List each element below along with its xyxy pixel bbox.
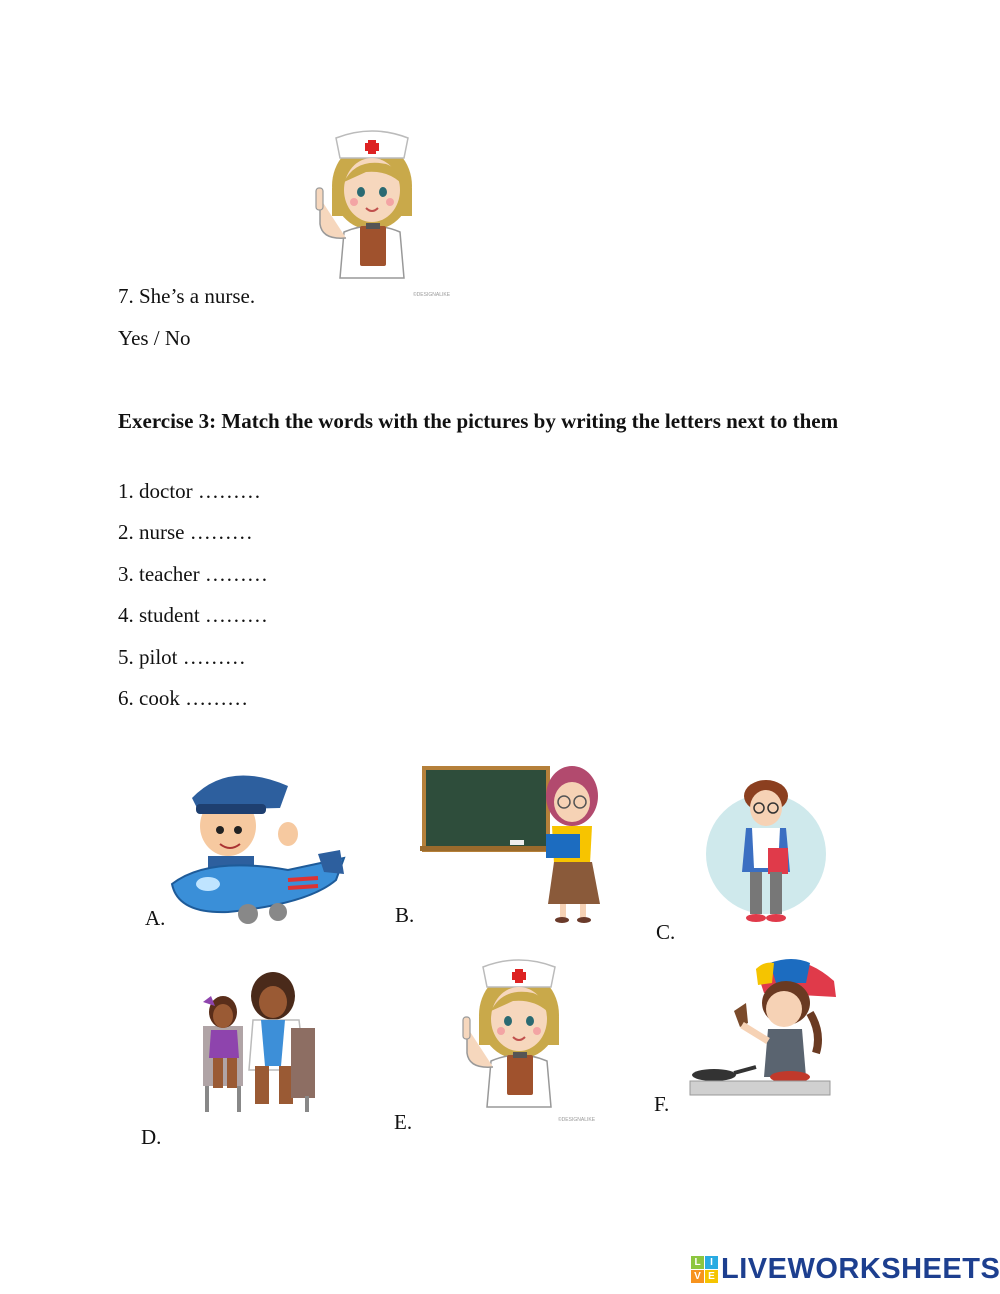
- nurse-with-clipboard-icon: [453, 957, 565, 1109]
- picture-a-letter: A.: [145, 906, 166, 930]
- student-boy-with-book-icon: [706, 772, 828, 930]
- match-item-student[interactable]: 4. student ………: [118, 603, 268, 627]
- match-item-teacher[interactable]: 3. teacher ………: [118, 562, 268, 586]
- girl-cooking-icon: [686, 953, 844, 1105]
- match-item-doctor[interactable]: 1. doctor ………: [118, 479, 261, 503]
- picture-a: [168, 764, 350, 926]
- match-item-cook[interactable]: 6. cook ………: [118, 686, 249, 710]
- picture-b: [420, 764, 610, 926]
- pilot-in-airplane-icon: [168, 764, 350, 926]
- logo-block-v: V: [691, 1270, 704, 1283]
- logo-block-e: E: [705, 1270, 718, 1283]
- nurse-picture-q7: [306, 128, 418, 280]
- picture-f: [686, 953, 844, 1105]
- question-7-statement: 7. She’s a nurse.: [118, 284, 256, 308]
- watermark: ©DESIGNALIKE: [558, 1117, 596, 1123]
- picture-c-letter: C.: [656, 920, 676, 944]
- match-item-nurse[interactable]: 2. nurse ………: [118, 520, 253, 544]
- match-item-pilot[interactable]: 5. pilot ………: [118, 645, 246, 669]
- nurse-with-clipboard-icon: [306, 128, 418, 280]
- picture-e-letter: E.: [394, 1110, 413, 1134]
- picture-f-letter: F.: [654, 1092, 670, 1116]
- logo-block-l: L: [691, 1256, 704, 1269]
- picture-b-letter: B.: [395, 903, 415, 927]
- picture-e: [453, 957, 565, 1109]
- liveworksheets-logo[interactable]: [691, 1251, 1000, 1287]
- picture-d-letter: D.: [141, 1125, 162, 1149]
- logo-text: LIVEWORKSHEETS: [721, 1252, 1000, 1285]
- logo-blocks-icon: [691, 1256, 718, 1283]
- exercise-3-heading: Exercise 3: Match the words with the pictures by writing the letters next to them: [118, 409, 839, 433]
- doctor-with-child-patient-icon: [195, 970, 320, 1115]
- teacher-at-blackboard-icon: [420, 764, 610, 926]
- picture-c: [706, 772, 828, 930]
- watermark: ©DESIGNALIKE: [413, 292, 451, 298]
- yes-no-choice[interactable]: Yes / No: [118, 326, 191, 350]
- picture-d: [195, 970, 320, 1115]
- logo-block-i: I: [705, 1256, 718, 1269]
